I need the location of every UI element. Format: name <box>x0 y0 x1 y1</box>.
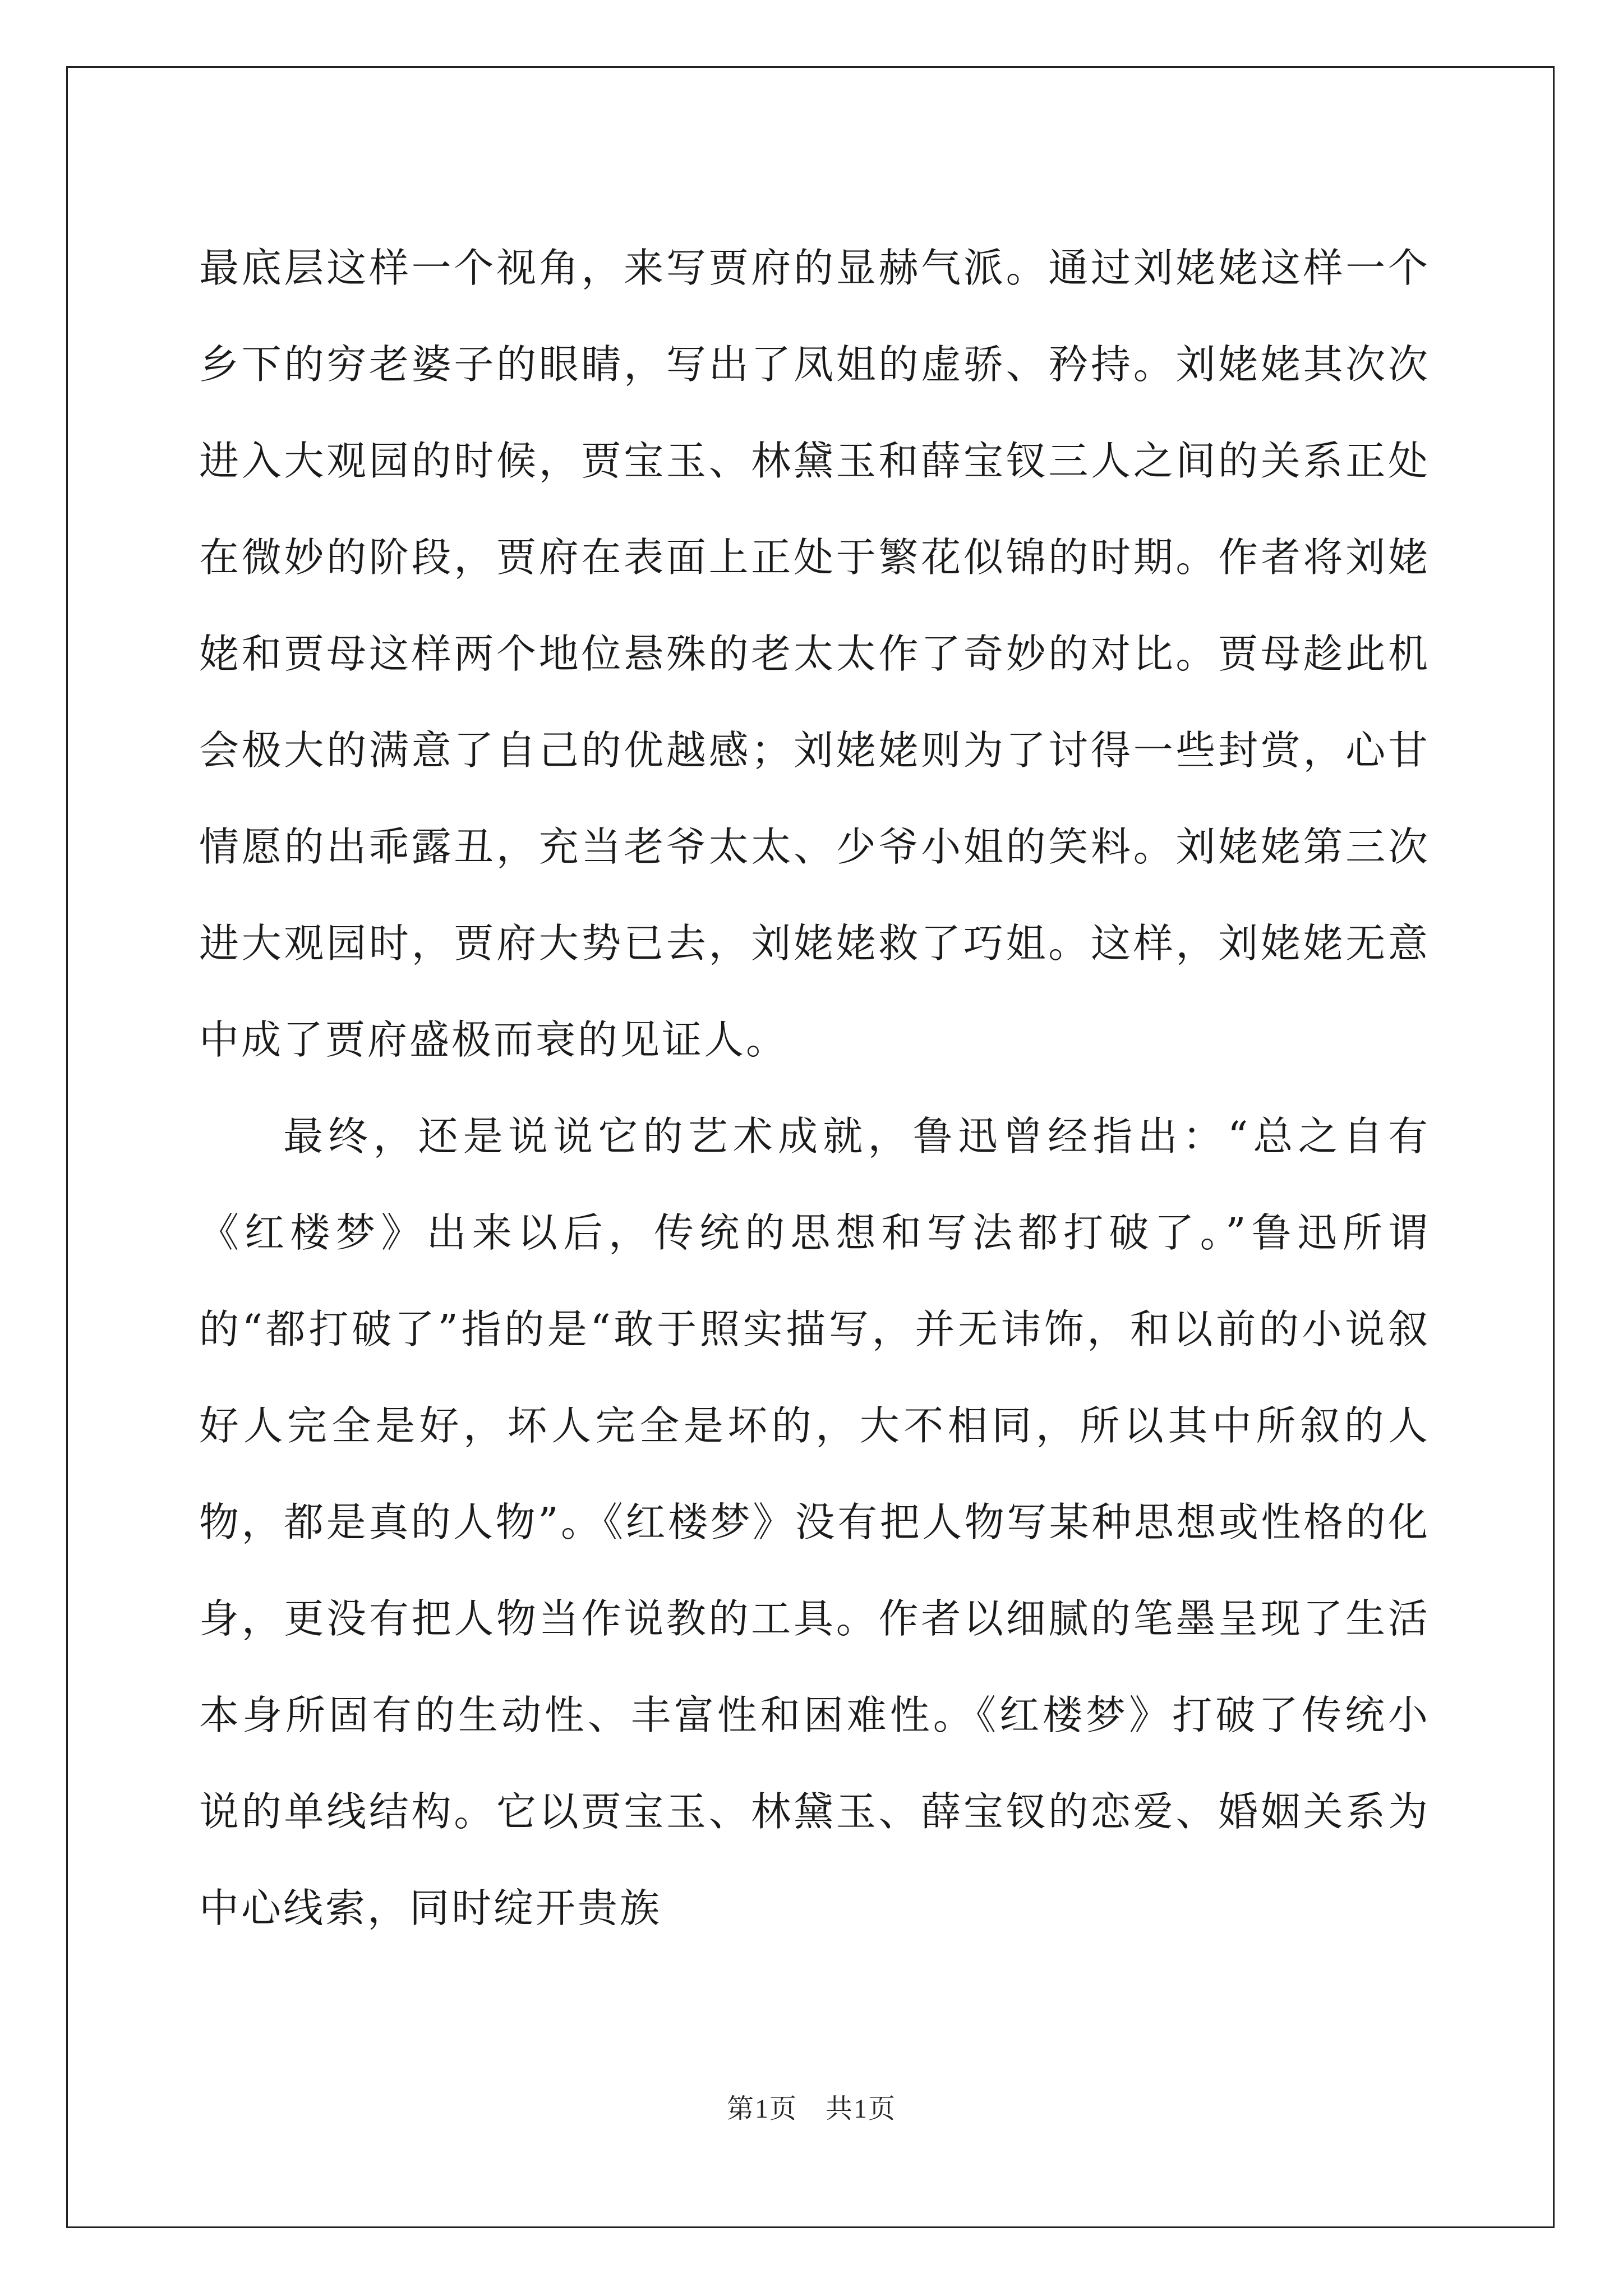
document-body <box>199 220 1430 1957</box>
page-footer <box>0 2087 1623 2125</box>
page-total: 共1页 <box>826 2094 897 2124</box>
page-number: 第1页 <box>726 2094 797 2124</box>
paragraph-continuation: 最底层这样一个视角，来写贾府的显赫气派。通过刘姥姥这样一个乡下的穷老婆子的眼睛，写出了凤姐的虚骄、矜持。刘姥姥其次次进入大观园的时候，贾宝玉、林黛玉和薛宝钗三人之间的关系正处在微妙的阶段，贾府在表面上正处于繁花似锦的时期。作者将刘姥姥和贾母这样两个地位悬殊的老太太作了奇妙的对比。贾母趁此机会极大的满意了自己的优越感；刘姥姥则为了讨得一些封赏，心甘情愿的出乖露丑，充当老爷太太、少爷小姐的笑料。刘姥姥第三次进大观园时，贾府大势已去，刘姥姥救了巧姐。这样，刘姥姥无意中成了贾府盛极而衰的见证人。 <box>199 245 1430 1063</box>
paragraph-artistic-achievement: 最终，还是说说它的艺术成就，鲁迅曾经指出：“总之自有《红楼梦》出来以后，传统的思想和写法都打破了。”鲁迅所谓的“都打破了”指的是“敢于照实描写，并无讳饰，和以前的小说叙好人完全是好，坏人完全是坏的，大不相同，所以其中所叙的人物，都是真的人物”。《红楼梦》没有把人物写某种思想或性格的化身，更没有把人物当作说教的工具。作者以细腻的笔墨呈现了生活本身所固有的生动性、丰富性和困难性。《红楼梦》打破了传统小说的单线结构。它以贾宝玉、林黛玉、薛宝钗的恋爱、婚姻关系为中心线索，同时绽开贵族 <box>199 1113 1430 1931</box>
